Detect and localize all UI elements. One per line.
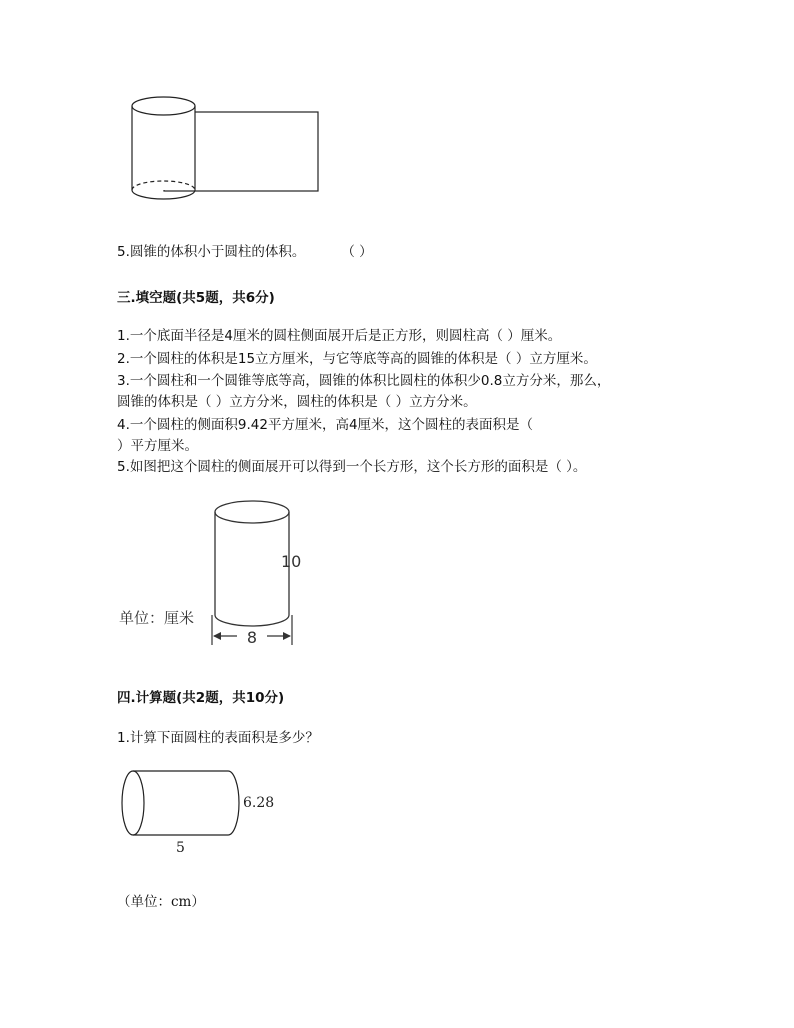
section-4-heading: 四.计算题(共2题，共10分) (117, 690, 285, 706)
fill-question-4-line-1: 4.一个圆柱的侧面积9.42平方厘米，高4厘米，这个圆柱的表面积是（ (117, 417, 534, 433)
horizontal-cylinder-figure (115, 765, 290, 860)
unit-label: 单位：厘米 (119, 609, 195, 627)
fill-question-3-line-1: 3.一个圆柱和一个圆锥等底等高，圆锥的体积比圆柱的体积少0.8立方分米，那么， (117, 373, 611, 389)
answer-blank: （ ） (341, 244, 373, 260)
fill-question-2: 2.一个圆柱的体积是15立方厘米，与它等底等高的圆锥的体积是（ ）立方厘米。 (117, 351, 597, 367)
width-label: 8 (246, 628, 258, 647)
fill-question-5: 5.如图把这个圆柱的侧面展开可以得到一个长方形，这个长方形的面积是（ ）。 (117, 459, 587, 475)
fill-question-4-line-2: ）平方厘米。 (117, 438, 198, 454)
fill-question-1: 1.一个底面半径是4厘米的圆柱侧面展开后是正方形，则圆柱高（ ）厘米。 (117, 328, 562, 344)
fill-question-3-line-2: 圆锥的体积是（ ）立方分米，圆柱的体积是（ ）立方分米。 (117, 394, 477, 410)
calc-question-1: 1.计算下面圆柱的表面积是多少？ (117, 730, 319, 746)
section-3-heading: 三.填空题(共5题，共6分) (117, 290, 275, 306)
unit-note: （单位：cm） (117, 894, 205, 910)
question-2-5: 5.圆锥的体积小于圆柱的体积。 （ ） (117, 244, 373, 260)
upright-cylinder-figure (115, 495, 315, 650)
height-label: 10 (281, 552, 302, 571)
diameter-label: 6.28 (243, 795, 275, 811)
cylinder-net-figure (120, 95, 330, 205)
length-label: 5 (176, 840, 185, 856)
